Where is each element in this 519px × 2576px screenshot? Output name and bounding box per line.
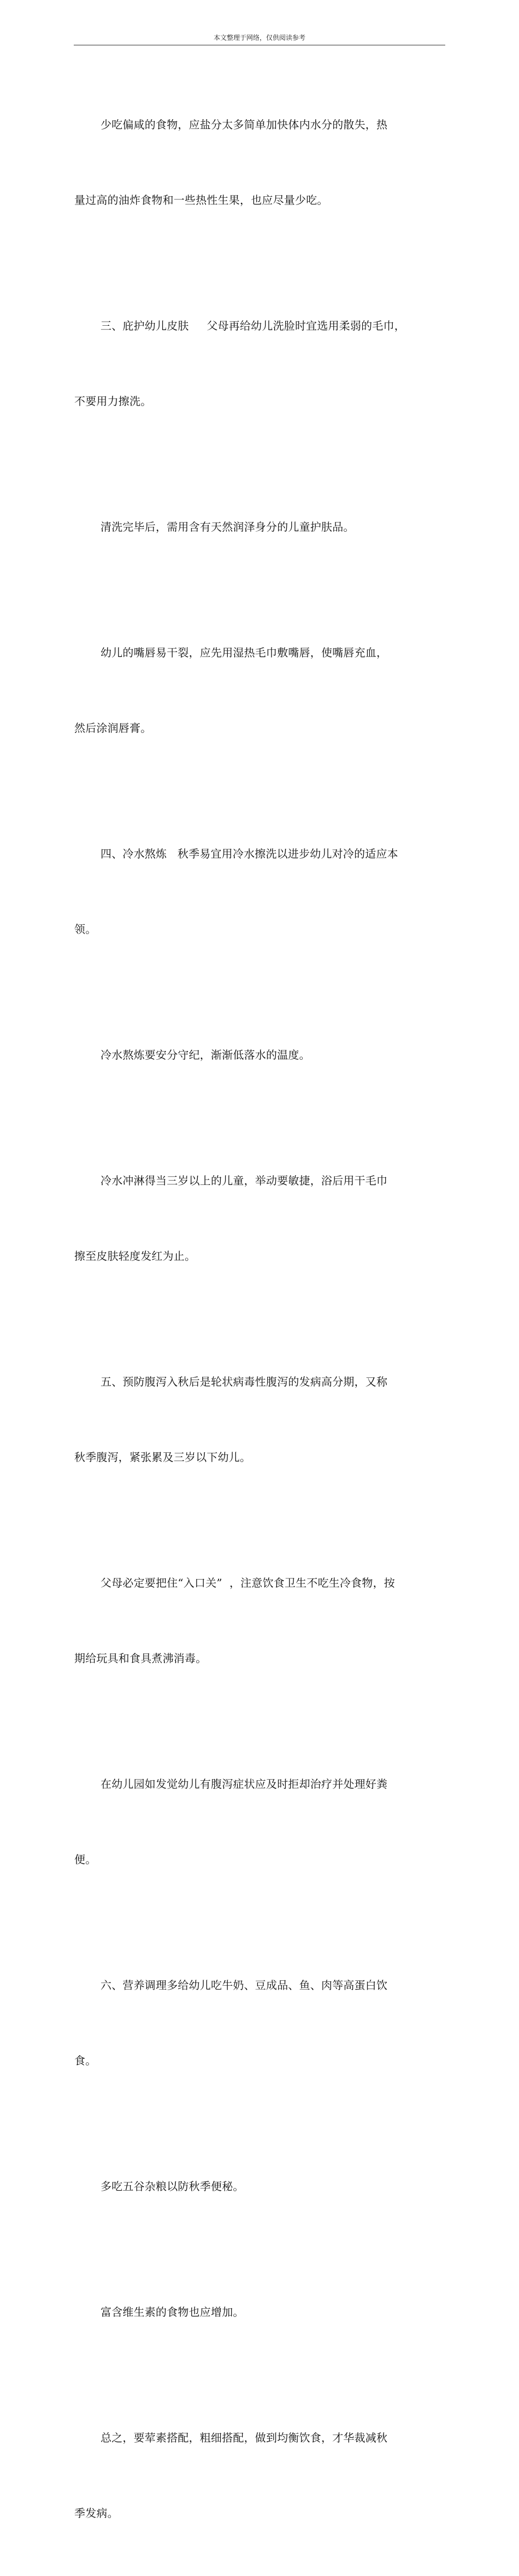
paragraph-line: 食。 [74,2054,97,2067]
paragraph-line: 少吃偏咸的食物，应盐分太多简单加快体内水分的散失，热 [101,118,388,131]
paragraph-line: 便。 [74,1853,97,1866]
paragraph-line: 多吃五谷杂粮以防秋季便秘。 [101,2180,244,2193]
paragraph-line: 冷水熬炼要安分守纪，渐渐低落水的温度。 [101,1048,310,1061]
paragraph-line: 季发病。 [74,2507,119,2520]
document-body [74,62,446,2576]
paragraph-line: 富含维生素的食物也应增加。 [101,2305,244,2319]
paragraph-line: 期给玩具和食具煮沸消毒。 [74,1652,207,1665]
paragraph-line: 冷水冲淋得当三岁以上的儿童，举动要敏捷，浴后用干毛巾 [101,1174,388,1187]
paragraph-line: 不要用力擦洗。 [74,395,152,408]
paragraph [74,464,446,590]
paragraph-line: 然后涂润唇膏。 [74,721,152,735]
paragraph-line: 六、营养调理多给幼儿吃牛奶、豆成品、鱼、肉等高蛋白饮 [101,1979,388,1992]
paragraph-line: 量过高的油炸食物和一些热性生果，也应尽量少吃。 [74,193,328,207]
paragraph [74,263,446,464]
paragraph-line: 五、预防腹泻入秋后是轮状病毒性腹泻的发病高分期，又称 [101,1375,388,1388]
paragraph-line: 领。 [74,923,97,936]
header-text: 本文整理于网络，仅供阅读参考 [213,34,305,42]
paragraph-line: 秋季腹泻，紧张累及三岁以下幼儿。 [74,1451,251,1464]
paragraph [74,1721,446,1922]
paragraph [74,1922,446,2123]
paragraph-line: 在幼儿园如发觉幼儿有腹泻症状应及时拒却治疗并处理好粪 [101,1777,388,1791]
paragraph-line: 四、冷水熬炼 秋季易宜用冷水擦洗以进步幼儿对冷的适应本 [101,847,398,860]
paragraph [74,62,446,263]
paragraph [74,791,446,992]
paragraph [74,1118,446,1319]
paragraph-line: 幼儿的嘴唇易干裂，应先用湿热毛巾敷嘴唇，使嘴唇充血， [101,646,388,659]
paragraph [74,2375,446,2576]
paragraph [74,2249,446,2375]
paragraph [74,992,446,1118]
paragraph [74,1319,446,1520]
paragraph-line: 父母必定要把住“入口关” ，注意饮食卫生不吃生冷食物，按 [101,1576,395,1589]
page-header [74,31,445,45]
paragraph [74,1520,446,1721]
paragraph-line: 擦至皮肤轻度发红为止。 [74,1249,196,1263]
paragraph-line: 三、庇护幼儿皮肤 父母再给幼儿洗脸时宜选用柔弱的毛巾， [101,319,405,332]
paragraph [74,2123,446,2249]
paragraph [74,590,446,791]
paragraph-line: 总之，要荤素搭配，粗细搭配，做到均衡饮食，才华裁减秋 [101,2431,388,2444]
paragraph-line: 清洗完毕后，需用含有天然润泽身分的儿童护肤品。 [101,520,355,533]
